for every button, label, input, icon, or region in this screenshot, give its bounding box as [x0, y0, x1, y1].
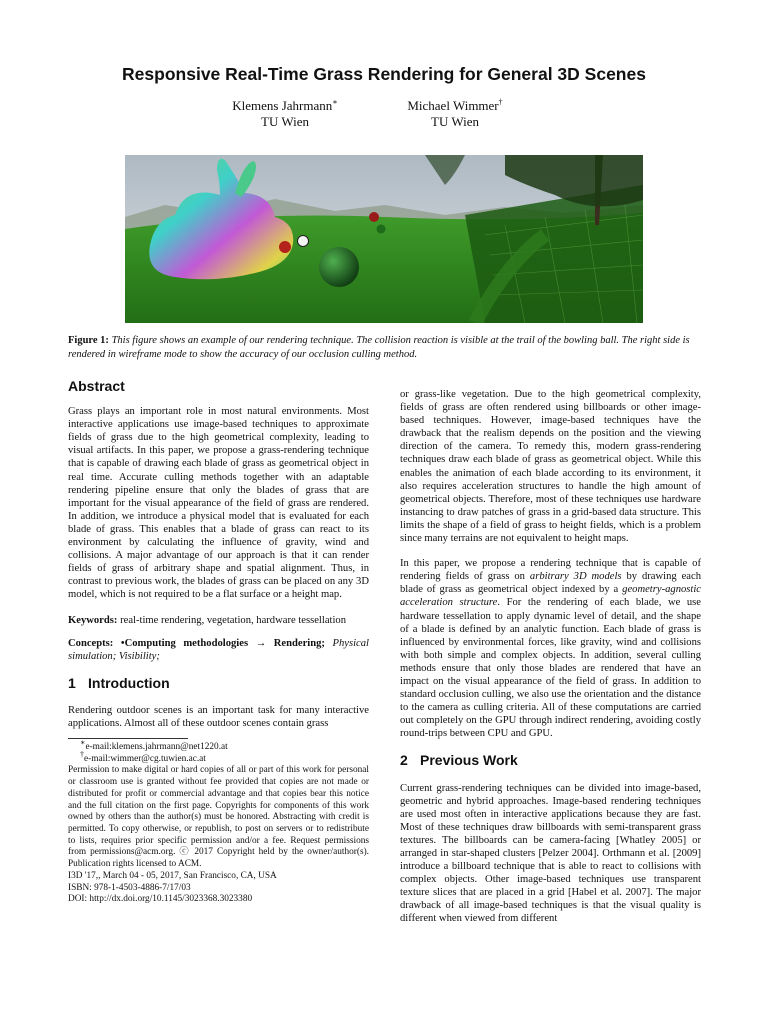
doi: DOI: http://dx.doi.org/10.1145/3023368.3023380: [68, 894, 253, 905]
section-title: Introduction: [88, 674, 170, 691]
introduction-text-continued: or grass-like vegetation. Due to the high geometrical complexity, fields of grass are often rendered using billboards or other image-based techniques. However, image-based techniques have the drawback that the realism depends on the position and the viewing direction of the camera. To remedy this, modern grass-rendering techniques draw each blade of grass as geometrical object. While this enables the animation of each blade according to its environment, it also requires acceleration structures to handle the high amount of geometrical objects. Therefore, most of these techniques use hardware instancing to draw patches of grass in a grid-based data structure. This limits the shape of a field of grass to height fields, which is a problem since many terrains are not equivalent to height maps.: [400, 389, 701, 545]
teaser-figure-image: [125, 155, 643, 323]
introduction-heading: [68, 674, 369, 691]
figure-caption: [68, 334, 702, 362]
concepts-italic: Physical simulation; Visibility;: [68, 637, 369, 662]
abstract-text: Grass plays an important role in most natural environments. Most interactive applications use image-based techniques to approximate fields of grass due to the high geometrical complexity, leading to visual artifacts. In this paper, we propose a grass-rendering technique that is capable of drawing each blade of grass as geometrical object in real time. Accurate culling methods together with an adaptable rendering pipeline ensure that only the blades of grass that are important for the visual appearance of the field of grass are rendered. In addition, we introduce a physical model that is evaluated for each blade of grass. This enables that a blade of grass can react to its environment by calculating the influence of gravity, wind and collisions. A major advantage of our approach is that it can render fields of grass of arbitrary shape and spatial alignment. Thus, in contrast to previous work, the blades of grass can be placed on any 3D model, which is not required to be a flat surface or a height map.: [68, 406, 369, 601]
author-block: [355, 98, 555, 130]
previous-work-heading: [400, 754, 701, 767]
section-number: 1: [68, 674, 76, 691]
permission-notice: Permission to make digital or hard copies of all or part of this work for personal or classroom use is granted without fee provided that copies are not made or distributed for profit or commercial advantage and that copies bear this notice and the full citation on the first page. Copyrights for components of this work owned by others than the author(s) must be honored. Abstracting with credit is permitted. To copy otherwise, or republish, to post on servers or to redistribute to lists, requires prior specific permission and/or a fee. Request permissions from permissions@acm.org. ⓒ 2017 Copyright held by the owner/author(s). Publication rights licensed to ACM.: [68, 765, 369, 870]
author-name: Klemens Jahrmann: [232, 98, 333, 113]
right-column: [400, 388, 701, 926]
emphasis: arbitrary 3D models: [529, 571, 622, 583]
conference-info: I3D '17,, March 04 - 05, 2017, San Francisco, CA, USA: [68, 870, 277, 881]
footnote-rule: [68, 738, 188, 739]
introduction-paragraph-2: In this paper, we propose a rendering technique that is capable of rendering fields of grass on arbitrary 3D models by drawing each blade of grass as geometrical object indexed by a geometry-agnostic acceleration structure. For the rendering of each blade, we use hardware tessellation to apply dynamic level of detail, and the shape of a blade is defined by an analytic function. Each blade of grass is influenced by environmental forces, like gravity, wind and collisions with both simple and complex objects. In addition, several culling methods ensure that only those blades are rendered that have an impact on the visual appearance of the field of grass. In addition to standard occlusion culling, we also use the orientation and the distance to the camera as culling criteria. All of these computations are carried out completely on the GPU through indirect rendering, avoiding costly round-trips between CPU and GPU.: [400, 558, 702, 740]
author-affiliation: TU Wien: [431, 114, 479, 129]
section-number: 2: [400, 752, 408, 769]
soccer-ball: [298, 236, 309, 247]
introduction-text: Rendering outdoor scenes is an important task for many interactive applications. Almost all of these outdoor scenes contain grass: [68, 704, 369, 729]
paper-title: Responsive Real-Time Grass Rendering for General 3D Scenes: [122, 64, 646, 84]
left-column: [68, 380, 369, 906]
keywords-label: Keywords:: [68, 614, 118, 626]
section-title: Previous Work: [420, 752, 518, 769]
concepts-label: Concepts:: [68, 637, 114, 649]
author-affiliation: TU Wien: [261, 114, 309, 129]
bowling-ball: [319, 247, 359, 287]
keywords: [68, 614, 369, 627]
red-ball: [279, 241, 291, 253]
footnote-email-1: ∗e-mail:klemens.jahrmann@net1220.at: [80, 737, 228, 753]
author-mark: ∗: [332, 97, 338, 107]
abstract-heading: Abstract: [68, 378, 125, 394]
isbn: ISBN: 978-1-4503-4886-7/17/03: [68, 882, 191, 893]
author-name: Michael Wimmer: [407, 98, 499, 113]
keywords-text: real-time rendering, vegetation, hardware tessellation: [120, 614, 346, 626]
concepts: [68, 637, 369, 663]
concepts-ccs: •Computing methodologies → Rendering;: [120, 637, 325, 649]
distant-green-ball: [377, 225, 386, 234]
figure-caption-text: This figure shows an example of our rendering technique. The collision reaction is visible at the trail of the bowling ball. The right side is rendered in wireframe mode to show the accuracy of our occlusion culling method.: [68, 335, 690, 360]
emphasis: geometry-agnostic acceleration structure: [400, 584, 701, 609]
figure-label: Figure 1:: [68, 335, 109, 346]
footnote-email-2: †e-mail:wimmer@cg.tuwien.ac.at: [80, 749, 206, 764]
distant-red-ball: [369, 212, 379, 222]
author-mark: †: [498, 97, 503, 107]
previous-work-text: Current grass-rendering techniques can be divided into image-based, geometric and hybrid approaches. Image-based rendering techniques are used most often in interactive applications because they are fast. Most of these techniques draw billboards with semi-transparent grass textures. The billboards can be camera-facing [Whatley 2005] or arranged in star-shaped clusters [Pelzer 2004]. Orthmann et al. [2009] introduce a billboard technique that is able to react to collisions with complex objects. Other image-based techniques use transparent texture slices that are placed in a grid [Habel et al. 2007]. The major drawback of all image-based techniques is that the visual quality is different when viewed from different: [400, 782, 701, 925]
